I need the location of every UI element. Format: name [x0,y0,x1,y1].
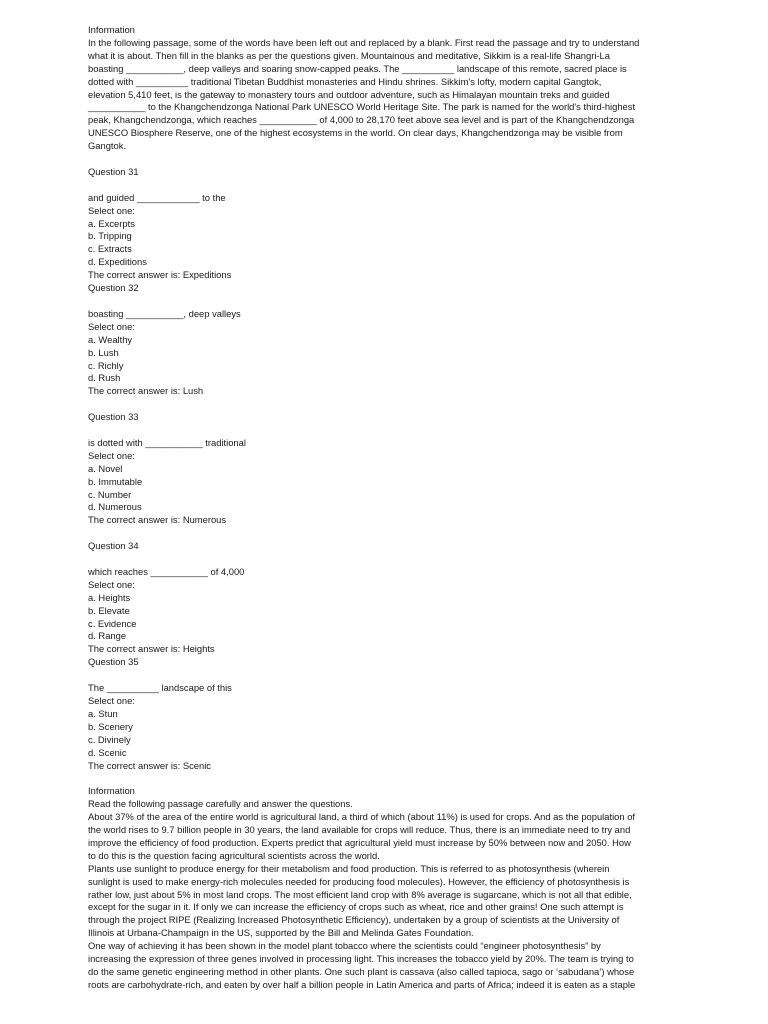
info-heading-2: Information [88,785,135,797]
option-a: a. Excerpts [88,217,135,229]
question-prompt: which reaches ___________ of 4,000 [88,565,245,577]
option-b: b. Lush [88,346,119,358]
select-label: Select one: [88,695,135,706]
option-a: a. Novel [88,462,123,474]
passage-line: About 37% of the area of the entire world is agricultural land, a third of which (about 11%) is used for crops. And as the population of [88,811,636,823]
correct-answer: The correct answer is: Heights [88,643,215,655]
question-title: Question 32 [88,282,139,294]
passage-line: sunlight is used to make energy-rich molecules needed for producing food molecules). However, the efficiency of photosynthesis is [88,875,630,887]
passage-line: UNESCO Biosphere Reserve, one of the highest ecosystems in the world. On clear days, Khangchendzonga may be visible from [88,127,623,139]
passage-line: Gangtok. [88,140,127,152]
info-heading-1: Information [88,24,135,35]
option-a: a. Heights [88,591,131,603]
option-c: c. Divinely [88,733,131,745]
select-label: Select one: [88,578,135,590]
passage-line: the world rises to 9.7 billion people in 30 years, the land available for crops will reduce. Thus, there is an immediate need to try and [88,824,631,836]
passage-line: rather low, just about 5% in most land crops. The most efficient land crop with 8% average is sugarcane, which is not all that edible, [88,888,632,900]
option-d: d. Numerous [88,501,142,513]
option-c: c. Extracts [88,243,132,255]
passage-line: dotted with __________ traditional Tibetan Buddhist monasteries and Hindu shrines. Sikkim's lofty, modern capital Gangtok, [88,75,602,87]
option-c: c. Evidence [88,617,137,629]
select-label: Select one: [88,320,135,332]
question-title: Question 34 [88,540,139,552]
passage-line: except for the sugar in it. If only we can increase the efficiency of crops such as wheat, rice and other grains! One such attempt is [88,901,624,913]
select-label: Select one: [88,204,135,216]
document-page [88,24,686,992]
option-d: d. Range [88,630,127,642]
passage-line: boasting ___________, deep valleys and soaring snow-capped peaks. The __________ landscape of this remote, sacred place is [88,62,627,74]
option-b: b. Elevate [88,604,130,616]
option-c: c. Richly [88,359,124,371]
passage-line: Read the following passage carefully and answer the questions. [88,798,353,810]
option-a: a. Wealthy [88,333,133,345]
option-d: d. Expeditions [88,256,147,268]
passage-line: ___________ to the Khangchendzonga National Park UNESCO World Heritage Site. The park is named for the world's third-highest [88,101,636,113]
question-title: Question 35 [88,656,139,668]
select-label: Select one: [88,449,135,461]
passage-line: elevation 5,410 feet, is the gateway to monastery tours and outdoor adventure, such as Himalayan mountain treks and guided [88,88,610,100]
correct-answer: The correct answer is: Scenic [88,759,211,771]
passage-line: through the project RIPE (Realizing Increased Photosynthetic Efficiency), undertaken by a group of scientists at the University of [88,914,620,926]
option-b: b. Tripping [88,230,132,242]
option-a: a. Stun [88,707,118,719]
passage-line: to do this is the question facing agricultural scientists across the world. [88,849,380,861]
passage-line: Plants use sunlight to produce energy for their metabolism and food production. This is referred to as photosynthesis (wherein [88,862,610,874]
passage-line: what it is about. Then fill in the blanks as per the questions given. Mountainous and meditative, Sikkim is a real-life Shangri-La [88,49,610,61]
option-b: b. Scenery [88,720,133,732]
question-prompt: The __________ landscape of this [88,682,232,694]
question-title: Question 31 [88,165,139,177]
passage-line: In the following passage, some of the words have been left out and replaced by a blank. First read the passage and try to understand [88,36,640,48]
question-prompt: is dotted with ___________ traditional [88,436,246,448]
question-prompt: and guided ____________ to the [88,191,226,203]
passage-sikkim [88,37,686,153]
correct-answer: The correct answer is: Expeditions [88,269,232,281]
passage-line: increasing the expression of three genes involved in processing light. This increases the tobacco yield by 20%. The team is trying to [88,953,634,965]
passage-line: One way of achieving it has been shown in the model plant tobacco where the scientists could “engineer photosynthesis” by [88,940,601,952]
question-prompt: boasting ___________, deep valleys [88,307,241,319]
question-title: Question 33 [88,411,139,423]
option-b: b. Immutable [88,475,143,487]
passage-line: roots are carbohydrate-rich, and eaten by over half a billion people in Latin America and parts of Africa; indeed it is eaten as a staple [88,978,636,990]
option-d: d. Rush [88,372,121,384]
option-d: d. Scenic [88,746,127,758]
correct-answer: The correct answer is: Numerous [88,514,227,526]
passage-line: Illinois at Urbana-Champaign in the US, supported by the Bill and Melinda Gates Foundation. [88,927,474,939]
option-c: c. Number [88,488,132,500]
passage-line: do the same genetic engineering method in other plants. One such plant is cassava (also called tapioca, sago or ‘sabudana’) whose [88,966,635,978]
correct-answer: The correct answer is: Lush [88,385,204,397]
passage-line: peak, Khangchendzonga, which reaches ___________ of 4,000 to 28,170 feet above sea level and is part of the Khangchendzonga [88,114,635,126]
passage-photosynthesis [88,798,686,992]
passage-line: improve the efficiency of food production. Experts predict that agricultural yield must increase by 50% between now and 2050. How [88,836,631,848]
